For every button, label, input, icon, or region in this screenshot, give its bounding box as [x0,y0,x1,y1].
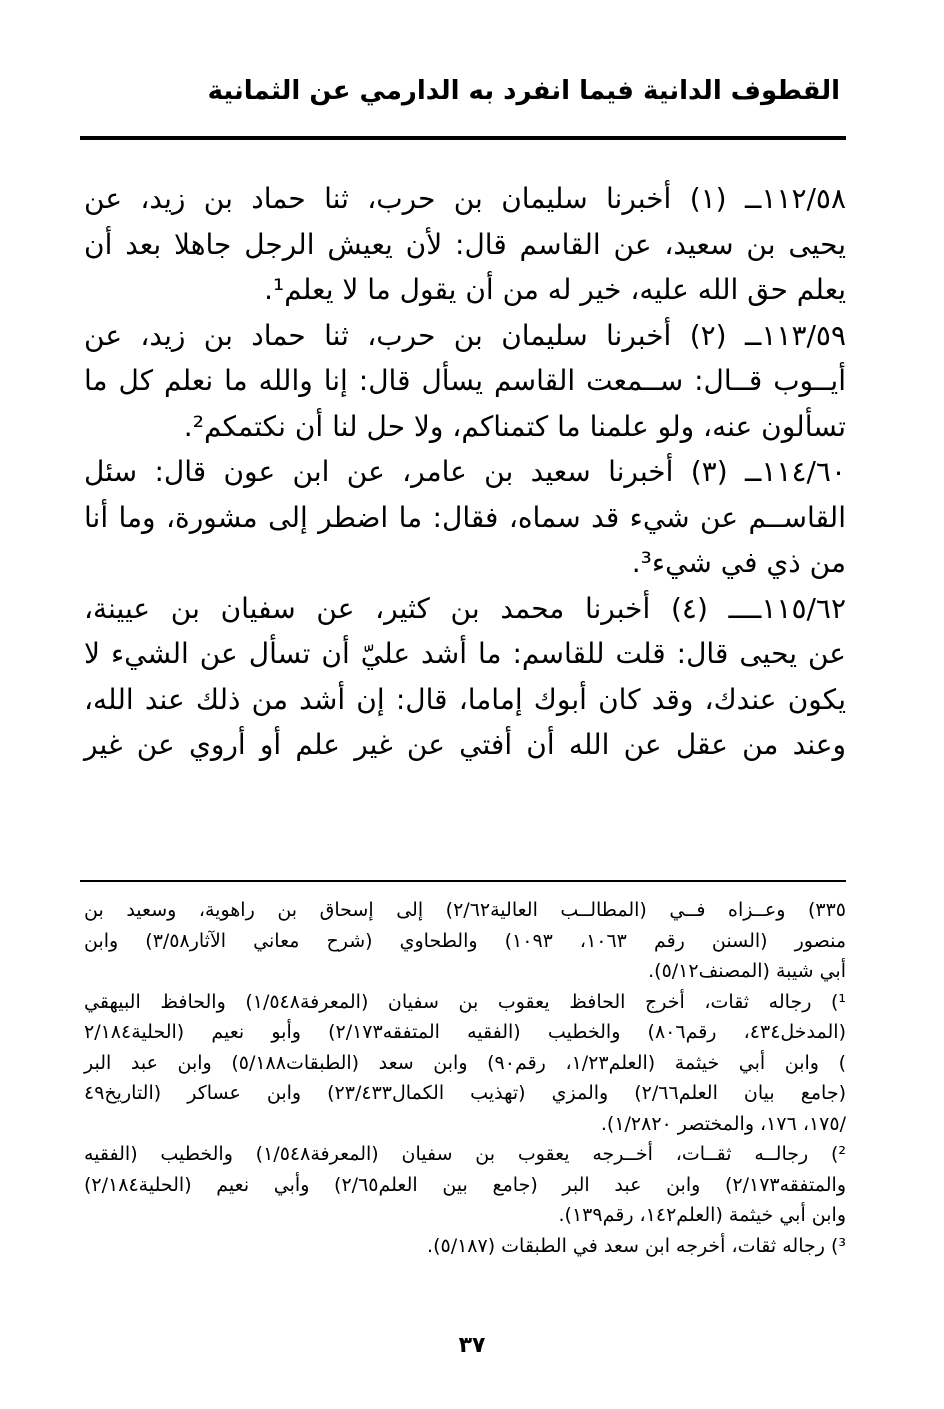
body-line: ١١٢/٥٨ــ (١) أخبرنا سليمان بن حرب، ثنا حماد بن زيد، عن [84,182,846,215]
footnote-rule [80,880,846,882]
page-number: ٣٧ [458,1333,486,1358]
body-line: ١١٣/٥٩ــ (٢) أخبرنا سليمان بن حرب، ثنا حماد بن زيد، عن [84,318,846,352]
body-line: من ذي في شيء³. [631,546,846,579]
body-line: عن يحيى قال: قلت للقاسم: ما أشد عليّ أن تسأل عن الشيء لا [84,637,846,670]
body-line: يعلم حق الله عليه، خير له من أن يقول ما لا يعلم¹. [264,273,846,306]
footnote-line: منصور (السنن رقم ١٠٦٣، ١٠٩٣) والطحاوي (شرح معاني الآثار٣/٥٨) وابن [84,929,846,952]
footnote-line: ) وابن أبي خيثمة (العلم١/٢٣، رقم٩٠) وابن سعد (الطبقات٥/١٨٨) وابن عبد البر [84,1051,846,1074]
body-line: وعند من عقل عن الله أن أفتي عن غير علم أو أروي عن غير [84,728,846,761]
footnote-line: وابن أبي خيثمة (العلم١٤٢، رقم١٣٩). [558,1204,846,1226]
body-line: تسألون عنه، ولو علمنا ما كتمناكم، ولا حل لنا أن نكتمكم². [183,409,846,443]
main-text [84,176,846,768]
footnote-line: ²) رجالــه ثقــات، أخــرجه يعقوب بن سفيان (المعرفة١/٥٤٨) والخطيب (الفقيه [84,1143,846,1165]
header-rule [80,136,846,140]
footnotes [84,895,846,1261]
footnote-line: /١٧٥، ١٧٦، والمختصر ١/٢٨٢٠). [600,1112,846,1135]
body-line: القاســم عن شيء قد سماه، فقال: ما اضطر إلى مشورة، وما أنا [84,500,846,534]
body-line: أيــوب قــال: ســمعت القاسم يسأل قال: إنا والله ما نعلم كل ما [84,364,846,397]
footnote-line: ³) رجاله ثقات، أخرجه ابن سعد في الطبقات (٥/١٨٧). [427,1234,846,1257]
footnote-line: أبي شيبة (المصنف٥/١٢). [648,960,846,982]
footnote-line: (جامع بيان العلم٢/٦٦) والمزي (تهذيب الكمال٢٣/٤٣٣) وابن عساكر (التاريخ٤٩ [84,1082,846,1104]
footnote-line: ٣٣٥) وعــزاه فــي (المطالــب العالية٢/٦٢) إلى إسحاق بن راهوية، وسعيد بن [84,899,846,921]
running-header: القطوف الدانية فيما انفرد به الدارمي عن الثمانية [207,76,840,106]
body-line: ١١٥/٦٢ــــ (٤) أخبرنا محمد بن كثير، عن سفيان بن عيينة، [84,591,846,625]
body-line: يحيى بن سعيد، عن القاسم قال: لأن يعيش الرجل جاهلا بعد أن [84,227,846,261]
body-line: يكون عندك، وقد كان أبوك إماما، قال: إن أشد من ذلك عند الله، [84,682,846,716]
footnote-line: (المدخل٤٣٤، رقم٨٠٦) والخطيب (الفقيه المتفقه٢/١٧٣) وأبو نعيم (الحلية٢/١٨٤ [84,1021,846,1043]
footnote-line: ¹) رجاله ثقات، أخرج الحافظ يعقوب بن سفيان (المعرفة١/٥٤٨) والحافظ البيهقي [84,990,846,1013]
body-line: ١١٤/٦٠ــ (٣) أخبرنا سعيد بن عامر، عن ابن عون قال: سئل [84,455,847,488]
footnote-line: والمتفقه٢/١٧٣) وابن عبد البر (جامع بين العلم٢/٦٥) وأبي نعيم (الحلية٢/١٨٤) [84,1173,846,1196]
